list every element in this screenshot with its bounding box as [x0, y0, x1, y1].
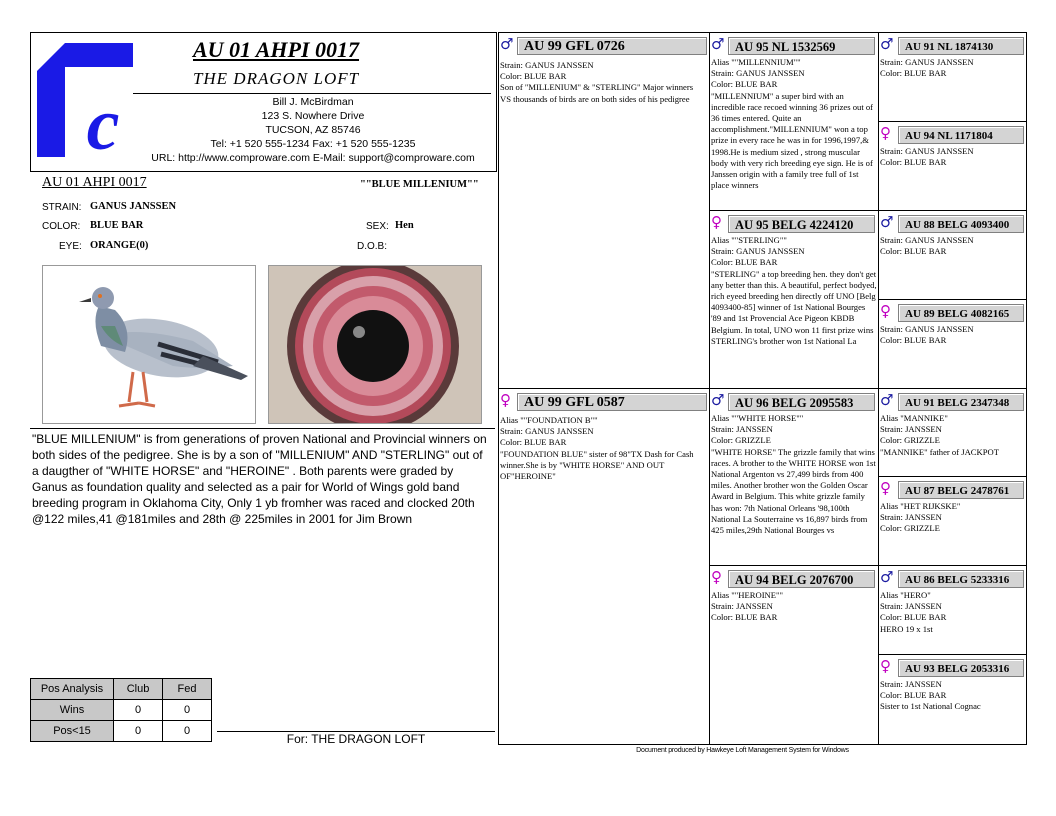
- detail-line: Strain: GANUS JANSSEN: [711, 68, 805, 79]
- detail-line: Color: BLUE BAR: [880, 157, 947, 168]
- detail-line: Strain: GANUS JANSSEN: [500, 426, 594, 437]
- grid-line: [878, 654, 1026, 655]
- sire-details: [500, 60, 706, 386]
- detail-line: Alias ""FOUNDATION B"": [500, 415, 598, 425]
- grid-line: [498, 744, 1027, 745]
- position-analysis-table: [30, 678, 212, 742]
- owner-street: 123 S. Nowhere Drive: [261, 110, 365, 122]
- ssd-details: [880, 146, 1025, 208]
- detail-line: Alias ""STERLING"": [711, 235, 787, 245]
- detail-line: "MANNIKE" father of JACKPOT: [880, 446, 999, 457]
- detail-line: Alias ""MILLENNIUM"": [711, 57, 801, 67]
- detail-line: Color: BLUE BAR: [880, 612, 947, 623]
- detail-line: Strain: JANSSEN: [880, 601, 942, 612]
- document-footer: Document produced by Hawkeye Loft Management System for Windows: [636, 747, 849, 754]
- male-sex-icon: ♂: [880, 568, 894, 586]
- bird-description: "BLUE MILLENIUM" is from generations of proven National and Provincial winners on both sides of the pedigree. She is by a son of "MILLENIUM" AND "STERLING" out of a daugther of "WHITE HORSE" and "HEROINE" . Both parents were graded by Ganus as foundation quality and selected as a pair for World of Wings gold band breeding program in Oklahoma City, Only 1 yb fromher was raced and clocked 20th @122 miles,41 @181miles and 28th @ 225miles in 2001 for Jim Brown: [32, 432, 487, 526]
- owner-phone: Tel: +1 520 555-1234 Fax: +1 520 555-1235: [210, 138, 416, 150]
- sdd-ring-number: AU 89 BELG 4082165: [898, 304, 1024, 322]
- detail-line: HERO 19 x 1st: [880, 623, 933, 634]
- club-value: 0: [114, 721, 163, 742]
- grid-line: [709, 565, 878, 566]
- table-header-cell: Fed: [163, 679, 212, 700]
- detail-line: Alias "MANNIKE": [880, 413, 948, 423]
- color-value: BLUE BAR: [90, 220, 144, 231]
- grid-line: [709, 388, 878, 389]
- ssd-ring-number: AU 94 NL 1171804: [898, 126, 1024, 144]
- row-label: Pos<15: [31, 721, 114, 742]
- detail-line: Color: GRIZZLE: [880, 523, 940, 534]
- owner-name: Bill J. McBirdman: [272, 96, 354, 108]
- dam-details: [500, 415, 706, 741]
- detail-line: Color: BLUE BAR: [711, 257, 778, 268]
- header-loft-name: THE DRAGON LOFT: [192, 69, 360, 88]
- svg-text:c: c: [86, 84, 120, 159]
- row-label: Wins: [31, 700, 114, 721]
- ddd-ring-number: AU 93 BELG 2053316: [898, 659, 1024, 677]
- owner-city: TUCSON, AZ 85746: [265, 124, 361, 136]
- detail-line: Sister to 1st National Cognac: [880, 701, 981, 712]
- detail-line: Alias "HERO": [880, 590, 931, 600]
- pigeon-photo: [42, 265, 256, 424]
- grid-line: [1026, 32, 1027, 744]
- eye-label: EYE:: [59, 241, 82, 252]
- detail-line: Color: BLUE BAR: [500, 437, 567, 448]
- dds-ring-number: AU 86 BELG 5233316: [898, 570, 1024, 588]
- detail-line: Son of "MILLENIUM" & "STERLING" Major winners VS thousands of birds are on both sides of his pedigree: [500, 82, 694, 104]
- sds-details: [880, 235, 1025, 297]
- detail-line: Strain: JANSSEN: [880, 424, 942, 435]
- sex-label: SEX:: [366, 221, 389, 232]
- female-sex-icon: ♀: [500, 391, 511, 409]
- grid-line: [498, 388, 709, 389]
- detail-line: Color: BLUE BAR: [711, 612, 778, 623]
- detail-line: Color: BLUE BAR: [880, 68, 947, 79]
- sss-ring-number: AU 91 NL 1874130: [898, 37, 1024, 55]
- sds-ring-number: AU 88 BELG 4093400: [898, 215, 1024, 233]
- club-value: 0: [114, 700, 163, 721]
- dd-details: [711, 590, 877, 740]
- detail-line: Strain: JANSSEN: [880, 512, 942, 523]
- dds-details: [880, 590, 1025, 652]
- dd-ring-number: AU 94 BELG 2076700: [728, 570, 875, 588]
- female-sex-icon: ♀: [711, 568, 722, 586]
- grid-line: [498, 32, 1027, 33]
- detail-line: Alias ""WHITE HORSE"": [711, 413, 804, 423]
- ds-details: [711, 413, 877, 563]
- strain-value: GANUS JANSSEN: [90, 201, 177, 212]
- eye-photo: [268, 265, 482, 424]
- fed-value: 0: [163, 700, 212, 721]
- detail-line: Strain: GANUS JANSSEN: [711, 246, 805, 257]
- male-sex-icon: ♂: [880, 213, 894, 231]
- dss-details: [880, 413, 1025, 475]
- female-sex-icon: ♀: [880, 479, 891, 497]
- for-loft-text: For: THE DRAGON LOFT: [286, 732, 426, 746]
- sd-ring-number: AU 95 BELG 4224120: [728, 215, 875, 233]
- bird-name: ""BLUE MILLENIUM"": [360, 179, 479, 190]
- table-header-row: [31, 679, 212, 700]
- detail-line: Alias "HET RIJKSKE": [880, 501, 961, 511]
- header-divider: [133, 93, 491, 94]
- detail-line: Strain: JANSSEN: [711, 424, 773, 435]
- color-label: COLOR:: [42, 221, 81, 232]
- detail-line: Strain: JANSSEN: [711, 601, 773, 612]
- owner-web: URL: http://www.comproware.com E-Mail: support@comproware.com: [151, 152, 475, 164]
- comproware-logo: [35, 41, 135, 159]
- dsd-details: [880, 501, 1025, 563]
- dob-label: D.O.B:: [357, 241, 388, 252]
- grid-line: [878, 299, 1026, 300]
- ss-details: [711, 57, 877, 207]
- grid-line: [878, 565, 1026, 566]
- ddd-details: [880, 679, 1025, 741]
- eye-value: ORANGE(0): [90, 240, 149, 251]
- table-header-cell: Club: [114, 679, 163, 700]
- detail-line: Strain: GANUS JANSSEN: [880, 324, 974, 334]
- detail-line: "WHITE HORSE" The grizzle family that wins races. A brother to the WHITE HORSE won 1st National Argenton vs 27,499 birds from 400 miles. Another brother won the Golden Oscar Award in Belgium. This white grizzle family has won: 7th National Orleans '98,100th National La Souterraine vs 16,897 birds from 425 miles,29th National Bourges vs: [711, 446, 876, 536]
- dsd-ring-number: AU 87 BELG 2478761: [898, 481, 1024, 499]
- header-ring-number: AU 01 AHPI 0017: [192, 37, 360, 62]
- table-row: [31, 721, 212, 742]
- grid-line: [878, 210, 1026, 211]
- grid-line: [709, 210, 878, 211]
- ds-ring-number: AU 96 BELG 2095583: [728, 393, 875, 411]
- sdd-details: [880, 324, 1025, 386]
- detail-line: Strain: JANSSEN: [880, 679, 942, 689]
- strain-label: STRAIN:: [42, 202, 82, 213]
- female-sex-icon: ♀: [711, 213, 722, 231]
- fed-value: 0: [163, 721, 212, 742]
- detail-line: Color: BLUE BAR: [880, 690, 947, 701]
- table-row: [31, 700, 212, 721]
- sss-details: [880, 57, 1025, 119]
- detail-line: Color: GRIZZLE: [880, 435, 940, 446]
- male-sex-icon: ♂: [880, 391, 894, 409]
- detail-line: Color: BLUE BAR: [880, 335, 947, 346]
- sex-value: Hen: [395, 220, 414, 231]
- ss-ring-number: AU 95 NL 1532569: [728, 37, 875, 55]
- detail-line: Strain: GANUS JANSSEN: [880, 57, 974, 67]
- loft-header: [30, 32, 497, 172]
- dam-ring-number: AU 99 GFL 0587: [517, 393, 707, 411]
- detail-line: "FOUNDATION BLUE" sister of 98"TX Dash for Cash winner.She is by "WHITE HORSE" AND OUT OF"HEROINE": [500, 448, 694, 482]
- female-sex-icon: ♀: [880, 657, 891, 675]
- bird-ring-number: AU 01 AHPI 0017: [42, 175, 147, 190]
- sd-details: [711, 235, 877, 385]
- detail-line: Alias ""HEROINE"": [711, 590, 784, 600]
- detail-line: Strain: GANUS JANSSEN: [880, 146, 974, 156]
- detail-line: Color: BLUE BAR: [711, 79, 778, 90]
- detail-line: "STERLING" a top breeding hen. they don't get any better than this. A beautiful, perfect bodyed, rich eyeed breeding hen directly off UNO [Belg 4093400-85] winner of 1st National Bourges '89 and 1st Provencial Ace Pigeon KBDB Belgium. In total, UNO won 11 first prize wins STERLING's brother won 1st National La: [711, 268, 877, 346]
- detail-line: Color: BLUE BAR: [500, 71, 567, 82]
- detail-line: Strain: GANUS JANSSEN: [500, 60, 594, 70]
- female-sex-icon: ♀: [880, 302, 891, 320]
- male-sex-icon: ♂: [500, 35, 514, 53]
- description-divider: [30, 428, 495, 429]
- grid-line: [878, 476, 1026, 477]
- table-header-cell: Pos Analysis: [31, 679, 114, 700]
- dss-ring-number: AU 91 BELG 2347348: [898, 393, 1024, 411]
- male-sex-icon: ♂: [711, 35, 725, 53]
- male-sex-icon: ♂: [880, 35, 894, 53]
- grid-line: [878, 121, 1026, 122]
- male-sex-icon: ♂: [711, 391, 725, 409]
- grid-line: [878, 388, 1026, 389]
- detail-line: Color: GRIZZLE: [711, 435, 771, 446]
- female-sex-icon: ♀: [880, 124, 891, 142]
- detail-line: "MILLENNIUM" a super bird with an incredible race recoed winning 36 prizes out of 36 times entered. Quite an accomplishment."MILLENNIUM" won a top prize in every race he was in for 1996,1997,& 1998.He is medium sized , strong muscular body with very rich breeding eye sign. He is of Janssen origin with a family tree full of 1st place winners: [711, 90, 874, 191]
- detail-line: Strain: GANUS JANSSEN: [880, 235, 974, 245]
- detail-line: Color: BLUE BAR: [880, 246, 947, 257]
- sire-ring-number: AU 99 GFL 0726: [517, 37, 707, 55]
